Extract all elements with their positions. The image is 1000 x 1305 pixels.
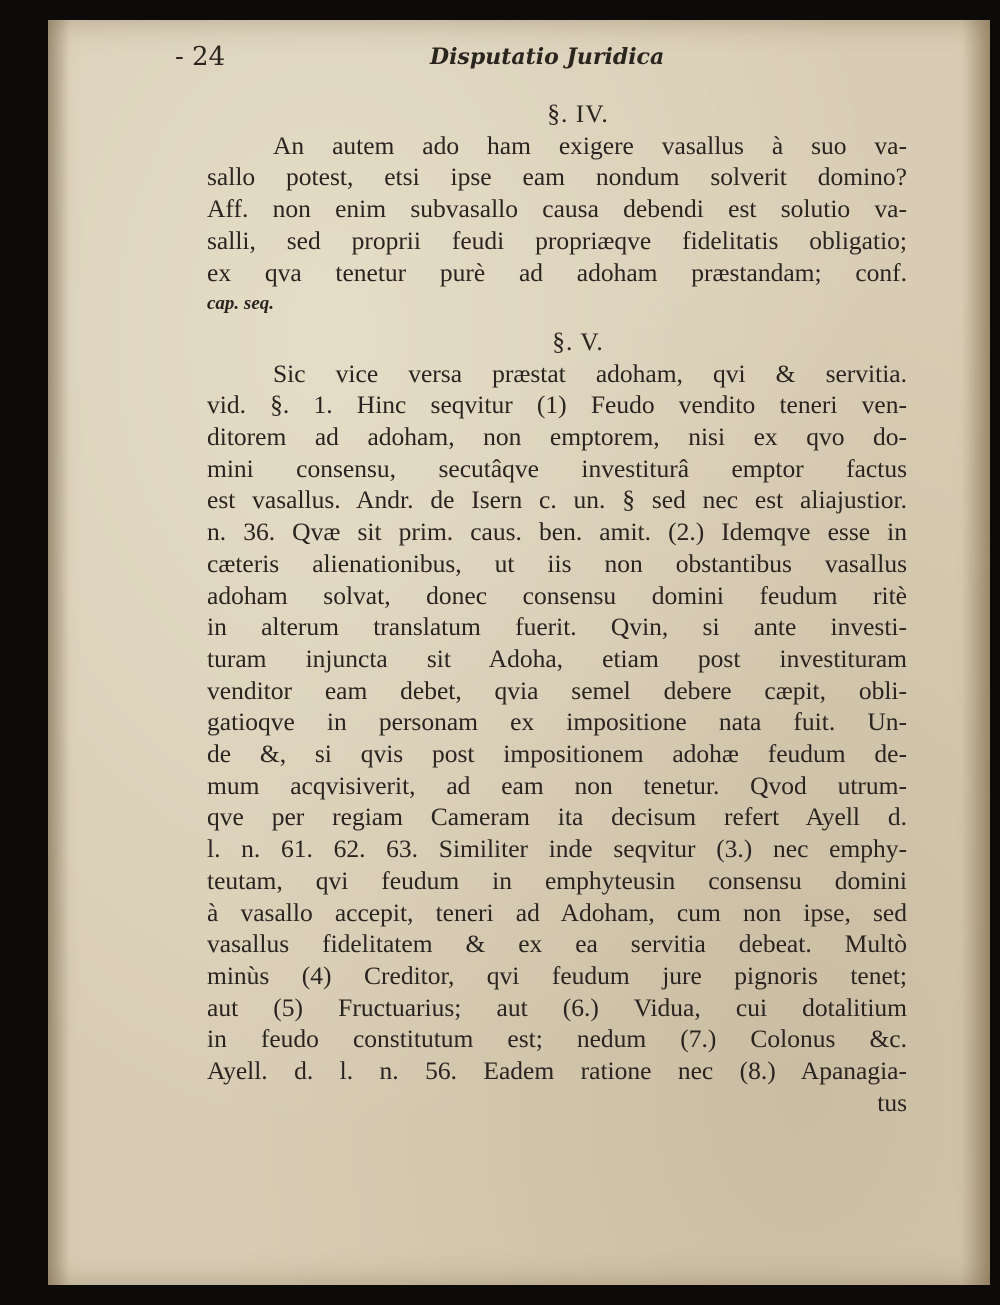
page-number: - 24 — [175, 42, 226, 72]
text-line: adoham solvat, donec consensu domini feudum ritè — [207, 580, 907, 610]
text-line: ditorem ad adoham, non emptorem, nisi ex qvo do- — [207, 422, 907, 452]
text-line: venditor eam debet, qvia semel debere cæpit, obli- — [207, 675, 907, 705]
section-heading: §. IV. — [547, 99, 609, 128]
text-line: in feudo constitutum est; nedum (7.) Colonus &c. — [207, 1024, 907, 1054]
text-line: teutam, qvi feudum in emphyteusin consensu domini — [207, 865, 907, 895]
page-header — [175, 38, 875, 78]
text-line: minùs (4) Creditor, qvi feudum jure pignoris tenet; — [207, 960, 907, 990]
text-line: de &, si qvis post impositionem adohæ feudum de- — [207, 739, 907, 769]
text-line: salli, sed proprii feudi propriæqve fidelitatis obligatio; — [207, 225, 907, 255]
section-heading: §. V. — [552, 326, 604, 356]
text-line: gatioqve in personam ex impositione nata fuit. Un- — [207, 707, 907, 737]
text-line: mini consensu, secutâqve investiturâ emptor factus — [207, 453, 907, 483]
catchword: tus — [877, 1087, 907, 1117]
text-line: turam injuncta sit Adoha, etiam post investituram — [207, 643, 907, 673]
text-line: sallo potest, etsi ipse eam nondum solverit domino? — [207, 162, 907, 192]
text-line: à vasallo accepit, teneri ad Adoham, cum non ipse, sed — [207, 897, 907, 927]
text-line: An autem ado ham exigere vasallus à suo va- — [273, 130, 907, 160]
page-body — [207, 98, 907, 1119]
text-line: n. 36. Qvæ sit prim. caus. ben. amit. (2.) Idemqve esse in — [207, 517, 907, 547]
page-gutter-shadow — [48, 20, 70, 1285]
text-line: vasallus fidelitatem & ex ea servitia debeat. Multò — [207, 929, 907, 959]
text-line: est vasallus. Andr. de Isern c. un. § sed nec est aliajustior. — [207, 485, 907, 515]
text-line: Sic vice versa præstat adoham, qvi & servitia. — [273, 358, 907, 388]
text-line: Aff. non enim subvasallo causa debendi est solutio va- — [207, 194, 907, 224]
text-line: aut (5) Fructuarius; aut (6.) Vidua, cui dotalitium — [207, 992, 907, 1022]
running-title: Disputatio Juridica — [430, 44, 665, 70]
text-line: l. n. 61. 62. 63. Similiter inde seqvitur (3.) nec emphy- — [207, 834, 907, 864]
page-edge-shadow — [962, 20, 990, 1285]
text-line: Ayell. d. l. n. 56. Eadem ratione nec (8.) Apanagia- — [207, 1056, 907, 1086]
section-iv — [207, 98, 907, 320]
text-line: cæteris alienationibus, ut iis non obstantibus vasallus — [207, 548, 907, 578]
text-line: mum acqvisiverit, ad eam non tenetur. Qvod utrum- — [207, 770, 907, 800]
text-line: vid. §. 1. Hinc seqvitur (1) Feudo vendito teneri ven- — [207, 390, 907, 420]
text-line: in alterum translatum fuerit. Qvin, si ante investi- — [207, 612, 907, 642]
text-line: cap. seq. — [207, 293, 275, 315]
text-line: ex qva tenetur purè ad adoham præstandam; conf. — [207, 257, 907, 287]
text-line: qve per regiam Cameram ita decisum refert Ayell d. — [207, 802, 907, 832]
section-v — [207, 326, 907, 1119]
